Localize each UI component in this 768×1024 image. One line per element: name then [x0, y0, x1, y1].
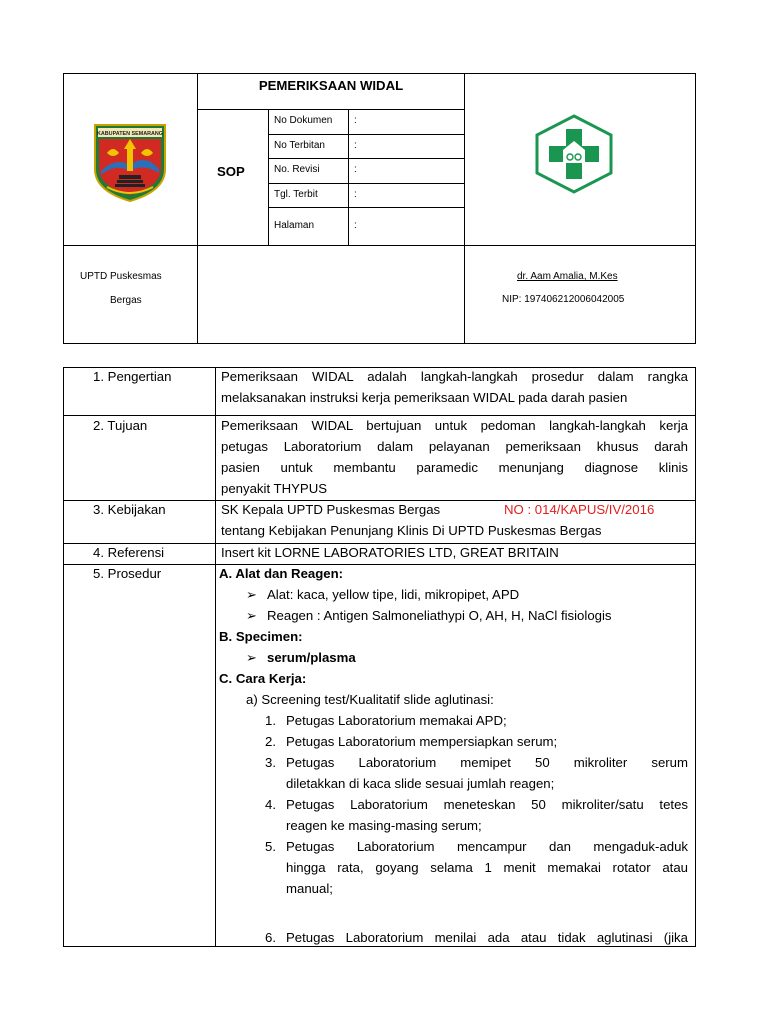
field-label-tgl-terbit: Tgl. Terbit	[274, 189, 318, 200]
field-label-halaman: Halaman	[274, 220, 315, 231]
reagen-item: Reagen : Antigen Salmoneliathypi O, AH, H, NaCl fisiologis	[267, 608, 612, 623]
puskesmas-cross-logo-icon	[533, 113, 615, 195]
kebijakan-line-2: tentang Kebijakan Penunjang Klinis Di UPTD Puskesmas Bergas	[221, 523, 602, 538]
step-5-line-2: hingga rata, goyang selama 1 menit memakai rotator atau	[286, 860, 688, 875]
field-value-no-revisi: :	[354, 164, 357, 175]
step-1-line-1: Petugas Laboratorium memakai APD;	[286, 713, 507, 728]
row-label-kebijakan: 3. Kebijakan	[93, 502, 166, 517]
step-number: 5.	[265, 839, 276, 854]
tujuan-line-3: pasien untuk membantu paramedic menunjang diagnose klinis	[221, 460, 688, 475]
kebijakan-text-black: SK Kepala UPTD Puskesmas Bergas	[221, 502, 441, 517]
arrow-bullet-icon: ➢	[246, 650, 258, 665]
field-label-no-revisi: No. Revisi	[274, 164, 320, 175]
step-number: 4.	[265, 797, 276, 812]
unit-name-line1: UPTD Puskesmas	[80, 271, 162, 282]
step-number: 1.	[265, 713, 276, 728]
row-label-prosedur: 5. Prosedur	[93, 566, 162, 581]
prosedur-heading-c: C. Cara Kerja:	[219, 671, 307, 686]
pengertian-line-1: Pemeriksaan WIDAL adalah langkah-langkah prosedur dalam rangka	[221, 369, 688, 384]
field-value-no-dokumen: :	[354, 115, 357, 126]
row-label-pengertian: 1. Pengertian	[93, 369, 172, 384]
step-number: 2.	[265, 734, 276, 749]
field-value-halaman: :	[354, 220, 357, 231]
prosedur-heading-a: A. Alat dan Reagen:	[219, 566, 344, 581]
field-label-no-terbitan: No Terbitan	[274, 140, 325, 151]
alat-item: Alat: kaca, yellow tipe, lidi, mikropipet, APD	[267, 587, 520, 602]
step-3-line-1: Petugas Laboratorium memipet 50 mikroliter serum	[286, 755, 688, 770]
kabupaten-semarang-crest-icon	[93, 123, 167, 203]
signer-nip: NIP: 197406212006042005	[502, 294, 625, 305]
pengertian-line-2: melaksanakan instruksi kerja pemeriksaan WIDAL pada darah pasien	[221, 390, 628, 405]
step-3-line-2: diletakkan di kaca slide sesuai jumlah reagen;	[286, 776, 555, 791]
step-4-line-2: reagen ke masing-masing serum;	[286, 818, 482, 833]
step-6-line-1: Petugas Laboratorium menilai ada atau tidak aglutinasi (jika	[286, 930, 688, 945]
doc-title: PEMERIKSAAN WIDAL	[258, 78, 404, 93]
row-label-tujuan: 2. Tujuan	[93, 418, 148, 433]
kebijakan-sk-number: NO : 014/KAPUS/IV/2016	[504, 502, 655, 517]
cara-kerja-sub-a: a) Screening test/Kualitatif slide aglutinasi:	[246, 692, 494, 707]
step-5-line-1: Petugas Laboratorium mencampur dan mengaduk-aduk	[286, 839, 688, 854]
svg-text:KABUPATEN SEMARANG: KABUPATEN SEMARANG	[97, 131, 163, 137]
step-4-line-1: Petugas Laboratorium meneteskan 50 mikroliter/satu tetes	[286, 797, 688, 812]
field-value-tgl-terbit: :	[354, 189, 357, 200]
field-label-no-dokumen: No Dokumen	[274, 115, 333, 126]
arrow-bullet-icon: ➢	[246, 587, 258, 602]
tujuan-line-4: penyakit THYPUS	[221, 481, 328, 496]
tujuan-line-1: Pemeriksaan WIDAL bertujuan untuk pedoman langkah-langkah kerja	[221, 418, 688, 433]
specimen-item: serum/plasma	[267, 650, 356, 665]
signer-name: dr. Aam Amalia, M.Kes	[517, 271, 618, 282]
referensi-text: Insert kit LORNE LABORATORIES LTD, GREAT BRITAIN	[221, 545, 559, 560]
field-value-no-terbitan: :	[354, 140, 357, 151]
row-label-referensi: 4. Referensi	[93, 545, 165, 560]
step-number: 3.	[265, 755, 276, 770]
unit-name-line2: Bergas	[110, 295, 142, 306]
tujuan-line-2: petugas Laboratorium dalam pelayanan pemeriksaan khusus darah	[221, 439, 688, 454]
step-5-line-3: manual;	[286, 881, 333, 896]
step-2-line-1: Petugas Laboratorium mempersiapkan serum;	[286, 734, 558, 749]
prosedur-heading-b: B. Specimen:	[219, 629, 303, 644]
sop-label: SOP	[217, 164, 245, 179]
step-number: 6.	[265, 930, 276, 945]
arrow-bullet-icon: ➢	[246, 608, 258, 623]
